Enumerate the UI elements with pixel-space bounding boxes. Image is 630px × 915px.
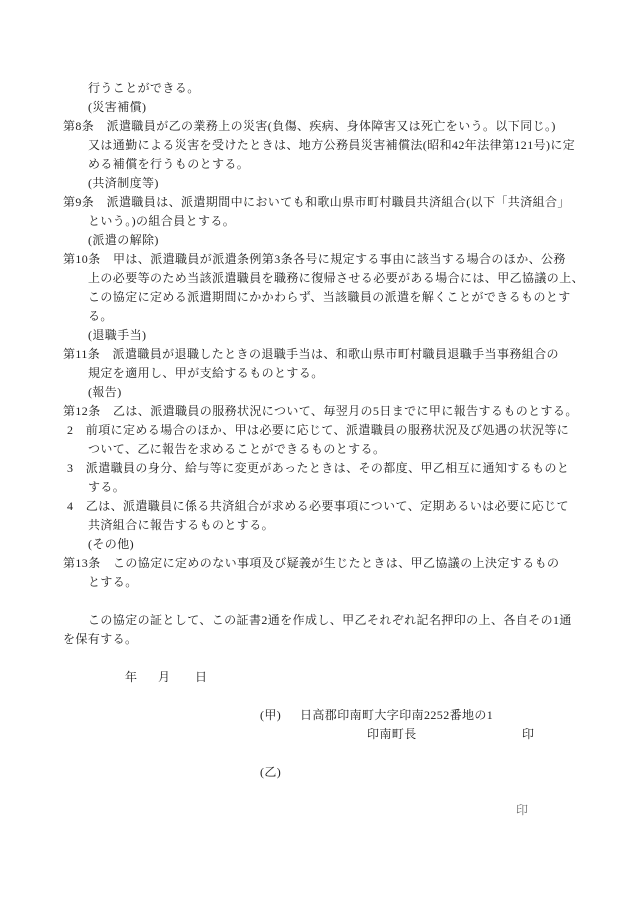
text-segment: を保有する。 [63,632,138,646]
text-segment: 日高郡印南町大字印南2252番地の1 [300,708,494,722]
blank-line [0,782,630,801]
document-line [0,79,630,98]
document-line [0,383,630,402]
seal-placeholder: 印 [516,803,529,817]
document-line [0,706,630,725]
document-line [0,402,630,421]
text-segment: 行うことができる。 [88,81,200,95]
document-line [0,231,630,250]
document-line [0,763,630,782]
text-segment: 2 前項に定める場合のほか、甲は必要に応じて、派遣職員の服務状況及び処遇の状況等に [67,423,570,437]
document-line [0,459,630,478]
text-segment: 年 [125,670,138,684]
text-segment: とする。 [88,575,138,589]
text-segment: 規定を適用し、甲が支給するものとする。 [88,366,324,380]
text-segment: する。 [88,480,126,494]
text-segment: 第8条 派遣職員が乙の業務上の災害(負傷、疾病、身体障害又は死亡をいう。以下同じ。) [63,119,556,133]
document-line [0,193,630,212]
seal-placeholder: 印 [522,727,535,741]
text-segment: 3 派遣職員の身分、給与等に変更があったときは、その都度、甲乙相互に通知するものと [67,461,570,475]
blank-line [0,649,630,668]
text-segment: (共済制度等) [88,176,159,190]
text-segment: ついて、乙に報告を求めることができるものとする。 [88,442,386,456]
text-segment: 上の必要等のため当該派遣職員を職務に復帰させる必要がある場合には、甲乙協議の上、 [88,271,585,285]
text-segment: 4 乙は、派遣職員に係る共済組合が求める必要事項について、定期あるいは必要に応じて [67,499,569,513]
document-line [0,250,630,269]
text-segment: (乙) [260,765,282,779]
text-segment: 又は通勤による災害を受けたときは、地方公務員災害補償法(昭和42年法律第121号)に定 [88,138,576,152]
document-line [0,668,630,687]
document-line [0,554,630,573]
document-line [0,212,630,231]
blank-line [0,592,630,611]
blank-line [0,744,630,763]
document-line [0,307,630,326]
text-segment: める補償を行うものとする。 [88,157,250,171]
document-line [0,421,630,440]
text-segment: 第9条 派遣職員は、派遣期間中においても和歌山県市町村職員共済組合(以下「共済組合」 [63,195,570,209]
document-line [0,573,630,592]
text-segment: 第10条 甲は、派遣職員が派遣条例第3条各号に規定する事由に該当する場合のほか、公務 [63,252,566,266]
text-segment: 第13条 この協定に定めのない事項及び疑義が生じたときは、甲乙協議の上決定するもの [63,556,560,570]
document-line [0,345,630,364]
text-segment: という。)の組合員とする。 [88,214,236,228]
text-segment: 日 [195,670,208,684]
text-segment: 第12条 乙は、派遣職員の服務状況について、毎翌月の5日までに甲に報告するものとする。 [63,404,578,418]
text-segment: (派遣の解除) [88,233,159,247]
document-line [0,725,630,744]
document-line [0,269,630,288]
document-line [0,364,630,383]
document-line [0,288,630,307]
document-body [0,79,630,820]
text-segment: この協定に定める派遣期間にかかわらず、当該職員の派遣を解くことができるものとす [88,290,571,304]
text-segment: (退職手当) [88,328,147,342]
text-segment: (その他) [88,537,134,551]
document-line [0,326,630,345]
text-segment: (災害補償) [88,100,147,114]
document-line [0,516,630,535]
document-line [0,611,630,630]
document-line [0,630,630,649]
text-segment: 印南町長 [367,727,417,741]
document-line [0,497,630,516]
document-line [0,440,630,459]
text-segment: る。 [88,309,113,323]
document-line [0,98,630,117]
document-line [0,174,630,193]
text-segment: (報告) [88,385,122,399]
text-segment: この協定の証として、この証書2通を作成し、甲乙それぞれ記名押印の上、各自その1通 [88,613,572,627]
text-segment: 第11条 派遣職員が退職したときの退職手当は、和歌山県市町村職員退職手当事務組合の [63,347,559,361]
document-line [0,535,630,554]
document-line [0,117,630,136]
document-line [0,478,630,497]
document-line [0,801,630,820]
blank-line [0,687,630,706]
text-segment: 共済組合に報告するものとする。 [88,518,275,532]
document-line [0,136,630,155]
text-segment: (甲) [260,708,282,722]
text-segment: 月 [158,670,171,684]
document-line [0,155,630,174]
